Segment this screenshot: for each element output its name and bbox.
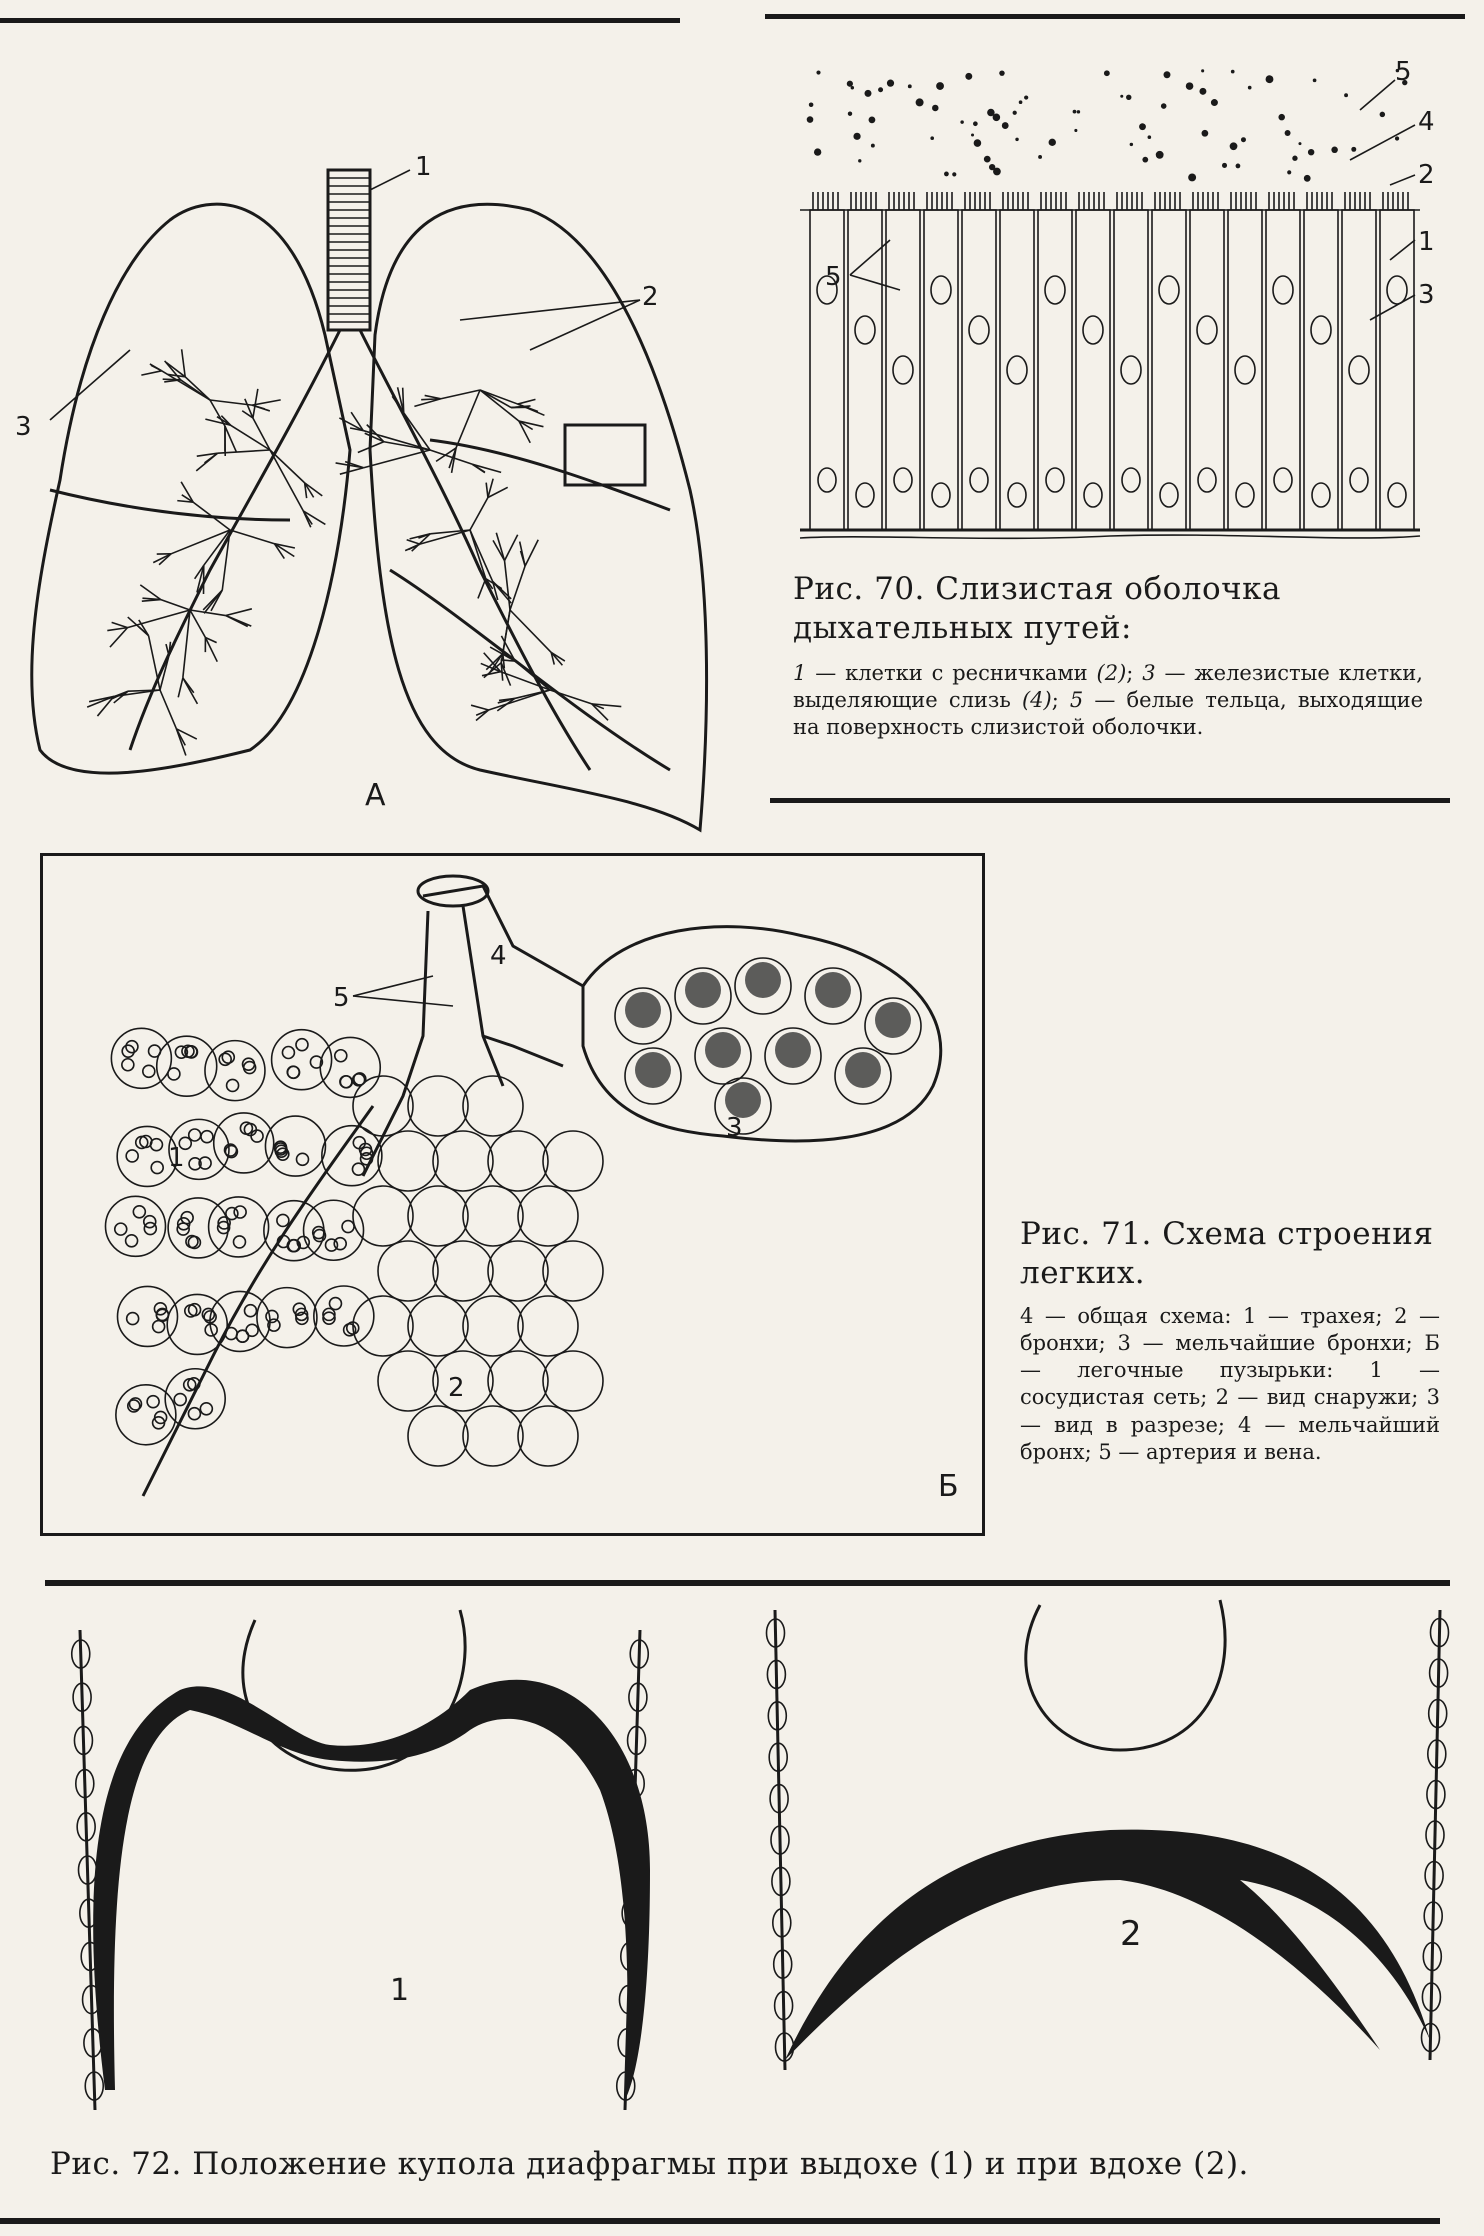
figure-alveoli-box bbox=[40, 853, 985, 1536]
mucus-dot bbox=[847, 81, 853, 87]
lungs-label-1: 1 bbox=[415, 152, 432, 182]
mucosa-label-4: 4 bbox=[1418, 107, 1435, 137]
basal-nucleus bbox=[1160, 483, 1178, 507]
epithelial-cell bbox=[848, 210, 882, 530]
capillary-loop bbox=[126, 1235, 138, 1247]
mucus-dot bbox=[973, 121, 978, 126]
mucus-dot bbox=[1287, 170, 1291, 174]
mucus-dot bbox=[1199, 88, 1206, 95]
mucus-dot bbox=[1236, 164, 1241, 169]
capillary-loop bbox=[352, 1163, 364, 1175]
mucosa-label-3: 3 bbox=[1418, 280, 1435, 310]
bronchiole bbox=[225, 426, 236, 452]
capillary-loop bbox=[227, 1079, 239, 1091]
cell-nucleus bbox=[855, 316, 875, 344]
mucus-dot bbox=[887, 80, 894, 87]
capillary-loop bbox=[153, 1321, 165, 1333]
mucus-dot bbox=[993, 168, 1001, 176]
epithelial-cell bbox=[1076, 210, 1110, 530]
mucus-dot bbox=[930, 136, 934, 140]
alveolus-shadow bbox=[815, 972, 851, 1008]
alveolus-outer bbox=[543, 1351, 603, 1411]
bronchus-branch bbox=[470, 497, 488, 530]
bronchiole bbox=[205, 637, 217, 661]
mucus-dot bbox=[1049, 139, 1056, 146]
cell-nucleus bbox=[1007, 356, 1027, 384]
alveoli-label-3: 3 bbox=[726, 1113, 743, 1143]
bronchiole bbox=[182, 349, 186, 377]
bronchus-branch bbox=[480, 390, 519, 421]
mucus-dot bbox=[960, 120, 963, 123]
bronchiole bbox=[472, 464, 501, 472]
basal-nucleus bbox=[932, 483, 950, 507]
bronchiole bbox=[305, 483, 323, 496]
capillary-loop bbox=[200, 1403, 212, 1415]
bronchus-branch bbox=[149, 636, 160, 690]
diaphragm-label-1: 1 bbox=[390, 1973, 410, 2008]
epithelial-cell bbox=[1342, 210, 1376, 530]
alveolus-vessel bbox=[111, 1028, 171, 1088]
mucosa-label-5-left: 5 bbox=[825, 262, 842, 292]
fig70-legend-text-4: ; bbox=[1051, 687, 1059, 712]
fig70-legend: 1 — клетки с ресничками (2); 3 — железистые клетки, выделяющие слизь (4); 5 — белые тельца, выходящие на поверхность слизистой оболочки. bbox=[793, 660, 1423, 740]
bronchiole bbox=[140, 585, 161, 600]
cell-nucleus bbox=[1159, 276, 1179, 304]
capillary-loop bbox=[143, 1065, 155, 1077]
alveolus-outer bbox=[518, 1296, 578, 1356]
mucus-dot bbox=[1077, 110, 1080, 113]
bronchiole bbox=[226, 616, 252, 627]
fig71-caption bbox=[1020, 1215, 1440, 1466]
bronchus-branch bbox=[160, 690, 176, 729]
basal-nucleus bbox=[1350, 468, 1368, 492]
mucus-dot bbox=[916, 98, 924, 106]
basal-nucleus bbox=[1046, 468, 1064, 492]
cell-nucleus bbox=[893, 356, 913, 384]
mucus-dot bbox=[1188, 174, 1196, 182]
capillary-loop bbox=[168, 1068, 180, 1080]
alveolus-outer bbox=[518, 1406, 578, 1466]
mucosa-label-5-top: 5 bbox=[1395, 60, 1412, 87]
capillary-loop bbox=[226, 1208, 238, 1220]
mucus-dot bbox=[971, 134, 974, 137]
chest-wall bbox=[80, 1630, 95, 2110]
mucus-dot bbox=[1130, 143, 1133, 146]
basal-nucleus bbox=[818, 468, 836, 492]
capillary-loop bbox=[133, 1206, 145, 1218]
figure-diaphragm bbox=[0, 1590, 1484, 2130]
mucus-dot bbox=[965, 73, 972, 80]
mucus-dot bbox=[807, 116, 814, 123]
lungs-drawing bbox=[10, 150, 730, 850]
fig72-caption: Рис. 72. Положение купола диафрагмы при выдохе (1) и при вдохе (2). bbox=[50, 2146, 1249, 2182]
mucus-dot bbox=[1241, 137, 1246, 142]
alveolus-outer bbox=[543, 1241, 603, 1301]
fig71-title: Рис. 71. Схема строения легких. bbox=[1020, 1216, 1434, 1291]
bronchus-branch bbox=[190, 610, 205, 637]
bronchus-branch bbox=[363, 431, 430, 450]
epithelial-cell bbox=[924, 210, 958, 530]
mucus-dot bbox=[1156, 151, 1164, 159]
alveolus-outer bbox=[463, 1076, 523, 1136]
cell-nucleus bbox=[1387, 276, 1407, 304]
bronchiole bbox=[407, 540, 420, 544]
basal-nucleus bbox=[1236, 483, 1254, 507]
mucus-dot bbox=[1211, 99, 1218, 106]
mucus-dot bbox=[1074, 129, 1077, 132]
fig70-legend-text-3: железистые клетки, выделяющие слизь bbox=[793, 660, 1423, 712]
mucus-dot bbox=[1248, 86, 1252, 90]
alveolus-outer bbox=[433, 1241, 493, 1301]
capillary-loop bbox=[342, 1221, 354, 1233]
alveolus-outer bbox=[543, 1131, 603, 1191]
bronchus-branch bbox=[270, 450, 303, 511]
mucus-dot bbox=[1126, 95, 1131, 100]
mucus-dot bbox=[1164, 71, 1171, 78]
alveoli-label-2: 2 bbox=[448, 1373, 465, 1403]
capillary-loop bbox=[234, 1206, 246, 1218]
mucus-dot bbox=[1202, 130, 1209, 137]
bronchiole bbox=[340, 468, 364, 474]
fig70-legend-num-3: 3 bbox=[1142, 660, 1156, 685]
mucus-dot bbox=[871, 144, 875, 148]
bronchiole bbox=[520, 542, 525, 566]
alveoli-label-4: 4 bbox=[490, 941, 507, 971]
mucus-dot bbox=[848, 112, 852, 116]
epithelial-cell bbox=[1266, 210, 1300, 530]
bronchus-branch bbox=[480, 390, 511, 408]
mucus-dot bbox=[869, 116, 876, 123]
bronchiole bbox=[112, 622, 128, 627]
bronchiole bbox=[486, 483, 488, 498]
basal-nucleus bbox=[1008, 483, 1026, 507]
bronchus-branch bbox=[404, 413, 430, 450]
mucus-dot bbox=[1308, 149, 1314, 155]
alveoli-panel-label: Б bbox=[938, 1469, 959, 1504]
epithelial-cell bbox=[1114, 210, 1148, 530]
bronchiole bbox=[163, 379, 181, 380]
mucus-dot bbox=[1298, 142, 1301, 145]
bronchus-branch bbox=[456, 390, 480, 448]
mucus-dot bbox=[1186, 82, 1194, 90]
mucus-dot bbox=[936, 82, 944, 90]
mucosa-drawing bbox=[790, 60, 1480, 550]
capillary-loop bbox=[266, 1310, 278, 1322]
mucus-dot bbox=[1038, 155, 1042, 159]
basal-nucleus bbox=[894, 468, 912, 492]
bronchus-branch bbox=[510, 610, 551, 652]
mucus-dot bbox=[974, 139, 982, 147]
bronchus-branch bbox=[515, 661, 550, 690]
bronchus-branch bbox=[441, 390, 480, 399]
alveolus-outer bbox=[353, 1296, 413, 1356]
alveolus-outer bbox=[378, 1351, 438, 1411]
epithelial-cell bbox=[1000, 210, 1034, 530]
mucus-dot bbox=[932, 105, 939, 112]
bronchiole bbox=[142, 600, 161, 602]
mucus-dot bbox=[1139, 123, 1146, 130]
alveolus-outer bbox=[463, 1296, 523, 1356]
basal-nucleus bbox=[1084, 483, 1102, 507]
cell-nucleus bbox=[1045, 276, 1065, 304]
capillary-loop bbox=[329, 1298, 341, 1310]
fig70-legend-text-5: белые тельца, выходящие на поверхность слизистой оболочки. bbox=[793, 687, 1423, 740]
fig70-legend-num-5: 5 bbox=[1069, 687, 1084, 712]
bronchus-branch bbox=[270, 450, 305, 483]
cell-nucleus bbox=[1197, 316, 1217, 344]
mucus-dot bbox=[1313, 79, 1317, 83]
bronchus-branch bbox=[364, 450, 430, 468]
capillary-loop bbox=[150, 1139, 162, 1151]
basal-nucleus bbox=[1388, 483, 1406, 507]
mucus-dot bbox=[1395, 136, 1399, 140]
capillary-loop bbox=[288, 1066, 300, 1078]
mucus-dot bbox=[1120, 95, 1123, 98]
top-rule-left bbox=[0, 18, 680, 23]
bronchiole bbox=[141, 371, 161, 375]
cell-nucleus bbox=[1349, 356, 1369, 384]
mucus-dot bbox=[1201, 69, 1204, 72]
alveolus-shadow bbox=[845, 1052, 881, 1088]
alveolus-shadow bbox=[745, 962, 781, 998]
capillary-loop bbox=[189, 1129, 201, 1141]
capillary-loop bbox=[201, 1131, 213, 1143]
chest-wall bbox=[1430, 1610, 1440, 2060]
bronchiole bbox=[403, 388, 404, 413]
alveolus-outer bbox=[463, 1186, 523, 1246]
mucus-dot bbox=[1073, 110, 1077, 114]
alveolus-outer bbox=[378, 1131, 438, 1191]
mucus-dot bbox=[1278, 114, 1285, 121]
fig70-bottom-rule bbox=[770, 798, 1450, 803]
bronchiole bbox=[178, 678, 183, 697]
alveolus-outer bbox=[408, 1296, 468, 1356]
bronchiole bbox=[525, 540, 538, 566]
mucus-dot bbox=[1266, 75, 1274, 83]
capillary-loop bbox=[188, 1408, 200, 1420]
alveoli-label-5: 5 bbox=[333, 983, 350, 1013]
bronchiole bbox=[471, 705, 489, 710]
bronchiole bbox=[505, 535, 518, 561]
mucus-dot bbox=[908, 84, 912, 88]
basal-nucleus bbox=[970, 468, 988, 492]
epithelial-cell bbox=[1304, 210, 1338, 530]
capillary-loop bbox=[335, 1050, 347, 1062]
capillary-loop bbox=[147, 1396, 159, 1408]
mucus-dot bbox=[1304, 175, 1311, 182]
basal-nucleus bbox=[1312, 483, 1330, 507]
cell-nucleus bbox=[1121, 356, 1141, 384]
mucus-dot bbox=[816, 70, 820, 74]
basal-nucleus bbox=[1274, 468, 1292, 492]
bronchus-branch bbox=[190, 610, 226, 616]
mucus-dot bbox=[1015, 138, 1018, 141]
bronchiole bbox=[183, 678, 198, 704]
basal-nucleus bbox=[856, 483, 874, 507]
capillary-loop bbox=[282, 1047, 294, 1059]
mucus-dot bbox=[993, 114, 1001, 122]
bronchus-branch bbox=[480, 390, 518, 404]
bronchiole bbox=[226, 609, 252, 616]
alveolus-outer bbox=[408, 1186, 468, 1246]
cell-nucleus bbox=[969, 316, 989, 344]
capillary-loop bbox=[144, 1216, 156, 1228]
mucus-dot bbox=[1222, 163, 1227, 168]
fig70-caption bbox=[793, 570, 1423, 741]
epithelial-cell bbox=[962, 210, 996, 530]
fig70-legend-text-1: клетки с ресничками bbox=[845, 660, 1088, 685]
mucus-dot bbox=[1230, 142, 1238, 150]
capillary-loop bbox=[340, 1076, 352, 1088]
mucus-dot bbox=[1331, 147, 1338, 154]
alveolus-vessel bbox=[320, 1037, 380, 1097]
epithelial-cell bbox=[810, 210, 844, 530]
mucus-dot bbox=[1013, 111, 1017, 115]
capillary-loop bbox=[244, 1305, 256, 1317]
alveolus-shadow bbox=[775, 1032, 811, 1068]
cell-nucleus bbox=[931, 276, 951, 304]
bronchus-branch bbox=[230, 530, 274, 544]
fig70-legend-num-1: 1 bbox=[793, 660, 807, 685]
bronchus-branch bbox=[181, 380, 210, 400]
mucus-dot bbox=[1285, 130, 1291, 136]
mucus-dot bbox=[1104, 70, 1110, 76]
alveoli-drawing bbox=[43, 856, 983, 1536]
mucus-dot bbox=[1142, 157, 1148, 163]
alveolus-shadow bbox=[875, 1002, 911, 1038]
bronchiole bbox=[518, 399, 536, 404]
mucus-dot bbox=[984, 156, 991, 163]
mucus-dot bbox=[1231, 70, 1235, 74]
capillary-loop bbox=[222, 1051, 234, 1063]
mucus-dot bbox=[999, 70, 1004, 75]
cell-nucleus bbox=[1273, 276, 1293, 304]
mucus-dot bbox=[853, 133, 860, 140]
alveolus-outer bbox=[378, 1241, 438, 1301]
figure-lungs bbox=[10, 150, 730, 850]
cell-nucleus bbox=[1235, 356, 1255, 384]
capillary-loop bbox=[174, 1394, 186, 1406]
lungs-panel-label: А bbox=[365, 778, 386, 813]
capillary-loop bbox=[233, 1236, 245, 1248]
bottom-rule bbox=[0, 2218, 1440, 2224]
mucus-dot bbox=[878, 87, 883, 92]
capillary-loop bbox=[127, 1313, 139, 1325]
mid-rule bbox=[45, 1580, 1450, 1586]
chest-wall bbox=[775, 1610, 785, 2070]
lungs-label-2: 2 bbox=[642, 282, 659, 312]
fig70-legend-text-2: ; bbox=[1126, 660, 1134, 685]
lungs-label-3: 3 bbox=[15, 412, 32, 442]
diaphragm-drawing bbox=[0, 1590, 1484, 2130]
mucus-dot bbox=[1019, 100, 1023, 104]
alveolus-outer bbox=[488, 1241, 548, 1301]
mucus-dot bbox=[1002, 122, 1009, 129]
mucus-dot bbox=[1148, 135, 1152, 139]
mucus-dot bbox=[952, 172, 956, 176]
alveolus-shadow bbox=[685, 972, 721, 1008]
mucus-dot bbox=[1161, 103, 1167, 109]
fig70-title: Рис. 70. Слизистая оболочка дыхательных путей: bbox=[793, 571, 1281, 646]
mucus-dot bbox=[858, 159, 861, 162]
epithelial-cell bbox=[1228, 210, 1262, 530]
fig70-legend-num-2: (2) bbox=[1096, 660, 1127, 685]
capillary-loop bbox=[122, 1059, 134, 1071]
cell-nucleus bbox=[1311, 316, 1331, 344]
alveolus-shadow bbox=[705, 1032, 741, 1068]
epithelial-cell bbox=[1380, 210, 1414, 530]
alveolus-outer bbox=[408, 1076, 468, 1136]
alveolus-outer bbox=[488, 1131, 548, 1191]
alveolus-outer bbox=[408, 1406, 468, 1466]
capillary-loop bbox=[251, 1130, 263, 1142]
capillary-loop bbox=[277, 1214, 289, 1226]
top-rule-right bbox=[765, 14, 1465, 19]
mucosa-label-2: 2 bbox=[1418, 160, 1435, 190]
fig71-body: 4 — общая схема: 1 — трахея; 2 — бронхи; 3 — мельчайшие бронхи; Б — легочные пузырьки: 1 — сосудистая сеть; 2 — вид снаружи; 3 — вид в разрезе; 4 — мельчайший бронх; 5 — артерия и вена. bbox=[1020, 1303, 1440, 1464]
mucus-dot bbox=[864, 90, 871, 97]
diaphragm-label-2: 2 bbox=[1120, 1914, 1142, 1954]
mucosa-label-1: 1 bbox=[1418, 227, 1435, 257]
mucus-dot bbox=[1380, 112, 1386, 118]
capillary-loop bbox=[296, 1039, 308, 1051]
bronchiole bbox=[151, 365, 162, 371]
bronchiole bbox=[478, 579, 486, 599]
mucus-dot bbox=[814, 148, 821, 155]
epithelial-cell bbox=[886, 210, 920, 530]
alveolus-outer bbox=[433, 1131, 493, 1191]
alveoli-label-1: 1 bbox=[168, 1143, 185, 1173]
alveolus-outer bbox=[488, 1351, 548, 1411]
mucus-dot bbox=[1024, 95, 1028, 99]
basal-nucleus bbox=[1198, 468, 1216, 492]
alveolus-shadow bbox=[625, 992, 661, 1028]
capillary-loop bbox=[126, 1150, 138, 1162]
epithelial-cell bbox=[1038, 210, 1072, 530]
alveolus-shadow bbox=[635, 1052, 671, 1088]
bronchus-branch bbox=[505, 561, 510, 610]
mucus-dot bbox=[1351, 147, 1356, 152]
basal-nucleus bbox=[1122, 468, 1140, 492]
capillary-loop bbox=[334, 1238, 346, 1250]
bronchiole bbox=[518, 404, 545, 415]
capillary-loop bbox=[151, 1162, 163, 1174]
epithelial-cell bbox=[1190, 210, 1224, 530]
fig70-legend-num-4: (4) bbox=[1021, 687, 1052, 712]
alveolus-outer bbox=[463, 1406, 523, 1466]
mucus-dot bbox=[944, 172, 949, 177]
mucus-dot bbox=[809, 102, 814, 107]
bronchus-branch bbox=[161, 600, 190, 610]
mucus-dot bbox=[1344, 93, 1348, 97]
capillary-loop bbox=[237, 1330, 249, 1342]
cell-nucleus bbox=[1083, 316, 1103, 344]
mucus-dot bbox=[1292, 156, 1297, 161]
capillary-loop bbox=[115, 1223, 127, 1235]
alveolus-outer bbox=[518, 1186, 578, 1246]
capillary-loop bbox=[296, 1153, 308, 1165]
bronchus-branch bbox=[510, 566, 525, 610]
figure-mucosa bbox=[790, 60, 1480, 550]
epithelial-cell bbox=[1152, 210, 1186, 530]
